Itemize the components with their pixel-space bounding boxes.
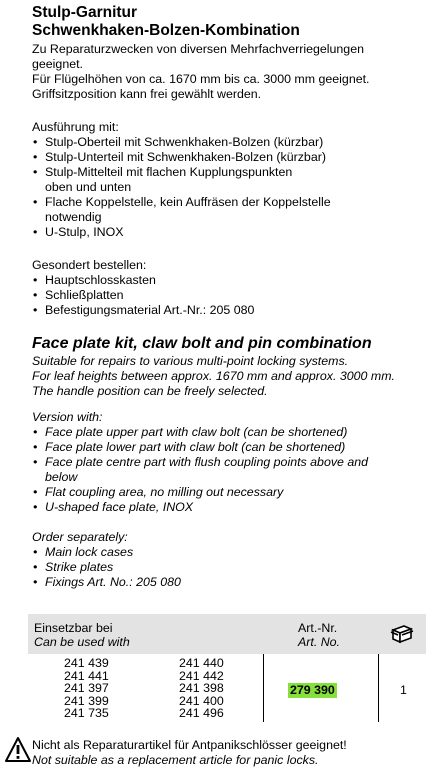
list-item: • U-shaped face plate, INOX — [32, 500, 368, 515]
compatibility-header-de: Einsetzbar bei — [34, 621, 113, 635]
list-item: • Stulp-Oberteil mit Schwenkhaken-Bolzen (kürzbar) — [32, 135, 331, 150]
compatible-number: 241 442 — [179, 668, 224, 683]
compatible-list-1 — [64, 657, 109, 720]
compatible-number: 241 399 — [64, 693, 109, 708]
english-description — [32, 354, 395, 399]
article-number-header-de: Art.-Nr. — [298, 621, 338, 635]
german-description-line: Für Flügelhöhen von ca. 1670 mm bis ca. 3000 mm geeignet. — [32, 72, 370, 86]
compatibility-header — [34, 621, 130, 649]
list-item: • Face plate upper part with claw bolt (can be shortened) — [32, 425, 368, 440]
pack-quantity: 1 — [400, 683, 407, 697]
english-version-section — [32, 410, 368, 515]
warning-triangle-icon — [4, 736, 32, 764]
compatible-number: 241 398 — [179, 681, 224, 695]
english-order-section — [32, 530, 181, 590]
column-divider — [378, 654, 379, 722]
german-description — [32, 42, 370, 102]
english-version-list — [32, 425, 368, 515]
german-description-line: geeignet. — [32, 57, 83, 71]
table-header — [28, 614, 426, 654]
list-item: • Fixings Art. No.: 205 080 — [32, 575, 181, 590]
compatible-number: 241 439 — [64, 656, 109, 670]
list-item: • Flache Koppelstelle, kein Auffräsen der Koppelstelle notwendig — [32, 195, 331, 225]
compatible-number: 241 441 — [64, 668, 109, 683]
list-item: • Face plate lower part with claw bolt (can be shortened) — [32, 440, 368, 455]
list-item: • Flat coupling area, no milling out necessary — [32, 485, 368, 500]
footer-note — [32, 738, 347, 768]
english-order-list — [32, 545, 181, 590]
package-icon — [390, 624, 414, 644]
german-title-line2: Schwenkhaken-Bolzen-Kombination — [32, 22, 300, 39]
footer-note-en: Not suitable as a replacement article for panic locks. — [32, 753, 319, 767]
compatible-number: 241 735 — [64, 706, 109, 720]
list-item: • Schließplatten — [32, 288, 254, 303]
german-version-heading: Ausführung mit: — [32, 120, 119, 134]
article-number: 279 390 — [290, 683, 335, 697]
list-item: • Befestigungsmaterial Art.-Nr.: 205 080 — [32, 303, 254, 318]
article-number-header-en: Art. No. — [298, 635, 340, 649]
german-version-list — [32, 135, 331, 240]
list-item: • Stulp-Mittelteil mit flachen Kupplungspunkten oben und unten — [32, 165, 331, 195]
compatible-list-2 — [179, 657, 224, 720]
german-order-section — [32, 258, 254, 318]
compatible-number: 241 496 — [179, 706, 224, 720]
english-order-heading: Order separately: — [32, 530, 128, 544]
german-title-line1: Stulp-Garnitur — [32, 4, 138, 21]
list-item: • Hauptschlosskasten — [32, 273, 254, 288]
german-title — [32, 4, 300, 40]
list-item: • Stulp-Unterteil mit Schwenkhaken-Bolzen (kürzbar) — [32, 150, 331, 165]
german-version-section — [32, 120, 331, 240]
list-item: • Main lock cases — [32, 545, 181, 560]
table-row — [28, 654, 426, 722]
english-description-line: Suitable for repairs to various multi-point locking systems. — [32, 354, 349, 368]
german-description-line: Griffsitzposition kann frei gewählt werden. — [32, 87, 262, 101]
list-item: • U-Stulp, INOX — [32, 225, 331, 240]
list-item: • Face plate centre part with flush coupling points above and below — [32, 455, 368, 485]
english-description-line: The handle position can be freely selected. — [32, 384, 268, 398]
list-item: • Strike plates — [32, 560, 181, 575]
compatibility-header-en: Can be used with — [34, 635, 130, 649]
english-version-heading: Version with: — [32, 410, 103, 424]
compatible-number: 241 400 — [179, 693, 224, 708]
german-description-line: Zu Reparaturzwecken von diversen Mehrfachverriegelungen — [32, 42, 364, 56]
german-order-list — [32, 273, 254, 318]
article-number-header — [298, 621, 340, 649]
compatible-number: 241 440 — [179, 656, 224, 670]
english-description-line: For leaf heights between approx. 1670 mm and approx. 3000 mm. — [32, 369, 395, 383]
german-order-heading: Gesondert bestellen: — [32, 258, 147, 272]
column-divider — [263, 654, 264, 722]
footer-note-de: Nicht als Reparaturartikel für Antpanikschlösser geeignet! — [32, 738, 347, 752]
english-title: Face plate kit, claw bolt and pin combination — [32, 335, 372, 352]
compatible-number: 241 397 — [64, 681, 109, 695]
